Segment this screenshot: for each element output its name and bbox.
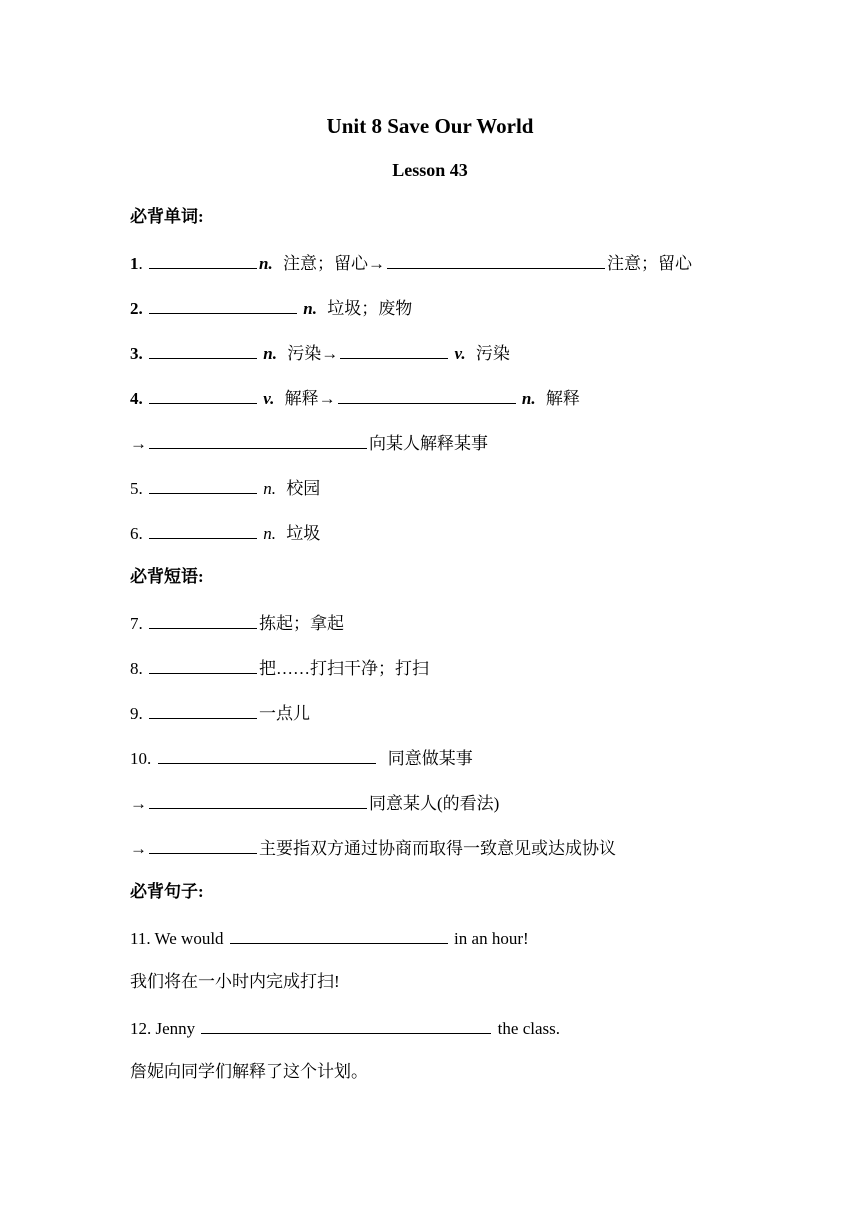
answer-blank[interactable]	[158, 744, 376, 764]
answer-blank[interactable]	[149, 249, 257, 269]
item-5	[130, 474, 320, 500]
meaning: 垃圾	[286, 524, 321, 543]
sentence-end: the class.	[497, 1019, 560, 1038]
meaning: 解释	[545, 389, 580, 408]
item-7	[130, 609, 344, 635]
section-words-heading: 必背单词:	[130, 207, 204, 226]
answer-blank[interactable]	[149, 699, 257, 719]
answer-blank[interactable]	[387, 249, 605, 269]
item-11	[130, 924, 529, 950]
meaning: 同意某人(的看法)	[369, 794, 500, 813]
answer-blank[interactable]	[149, 654, 257, 674]
part-of-speech: n.	[263, 479, 276, 498]
answer-blank[interactable]	[149, 294, 297, 314]
item-number: 4.	[130, 389, 143, 408]
item-4	[130, 384, 580, 410]
item-number: 3.	[130, 344, 143, 363]
meaning: 把……打扫干净；打扫	[259, 659, 429, 678]
item-2	[130, 294, 412, 320]
item-number: 1	[130, 254, 139, 273]
part-of-speech: n.	[263, 344, 277, 363]
arrow: →	[130, 434, 147, 453]
item-12-translation: 詹妮向同学们解释了这个计划。	[130, 1062, 368, 1081]
answer-blank[interactable]	[149, 384, 257, 404]
meaning: 污染	[475, 344, 510, 363]
meaning: 解释→	[284, 389, 336, 408]
meaning: 污染→	[287, 344, 339, 363]
part-of-speech: v.	[263, 389, 275, 408]
meaning: 垃圾；废物	[327, 299, 413, 318]
answer-blank[interactable]	[201, 1014, 491, 1034]
meaning: 注意；留心	[606, 254, 692, 273]
item-10-continued	[130, 789, 499, 815]
item-number: 8.	[130, 659, 143, 678]
answer-blank[interactable]	[149, 519, 257, 539]
answer-blank[interactable]	[340, 339, 448, 359]
meaning: 校园	[286, 479, 321, 498]
meaning: 一点儿	[259, 704, 310, 723]
item-6	[130, 519, 320, 545]
meaning: 拣起；拿起	[259, 614, 344, 633]
unit-title: Unit 8 Save Our World	[326, 114, 534, 138]
item-8	[130, 654, 429, 680]
part-of-speech: n.	[259, 254, 273, 273]
sentence-start: 12. Jenny	[130, 1019, 196, 1038]
meaning: 主要指双方通过协商而取得一致意见或达成协议	[259, 839, 616, 858]
item-number: 10.	[130, 749, 152, 768]
answer-blank[interactable]	[149, 609, 257, 629]
item-10	[130, 744, 473, 770]
item-10-continued-2	[130, 834, 616, 860]
item-number: 2.	[130, 299, 143, 318]
item-9	[130, 699, 310, 725]
item-number: 9.	[130, 704, 143, 723]
answer-blank[interactable]	[338, 384, 516, 404]
lesson-title: Lesson 43	[392, 160, 468, 180]
answer-blank[interactable]	[149, 834, 257, 854]
item-number: 5.	[130, 479, 143, 498]
answer-blank[interactable]	[149, 474, 257, 494]
answer-blank[interactable]	[230, 924, 448, 944]
part-of-speech: n.	[303, 299, 317, 318]
item-4-continued	[130, 429, 488, 455]
arrow: →	[130, 794, 147, 813]
part-of-speech: n.	[521, 389, 536, 408]
item-number: 6.	[130, 524, 143, 543]
item-3	[130, 339, 510, 365]
part-of-speech: v.	[454, 344, 466, 363]
meaning: 向某人解释某事	[369, 434, 488, 453]
part-of-speech: n.	[263, 524, 276, 543]
answer-blank[interactable]	[149, 789, 367, 809]
sentence-start: 11. We would	[130, 929, 224, 948]
item-number: 7.	[130, 614, 143, 633]
arrow: →	[130, 839, 147, 858]
meaning: 同意做某事	[387, 749, 473, 768]
section-sentences-heading: 必背句子:	[130, 882, 204, 901]
item-11-translation: 我们将在一小时内完成打扫!	[130, 972, 340, 991]
answer-blank[interactable]	[149, 429, 367, 449]
sentence-end: in an hour!	[454, 929, 529, 948]
section-phrases-heading: 必背短语:	[130, 567, 204, 586]
item-1: 1. n. 注意；留心→ 注意；留心	[130, 249, 692, 275]
item-12	[130, 1014, 560, 1040]
answer-blank[interactable]	[149, 339, 257, 359]
meaning: 注意；留心→	[282, 254, 385, 273]
